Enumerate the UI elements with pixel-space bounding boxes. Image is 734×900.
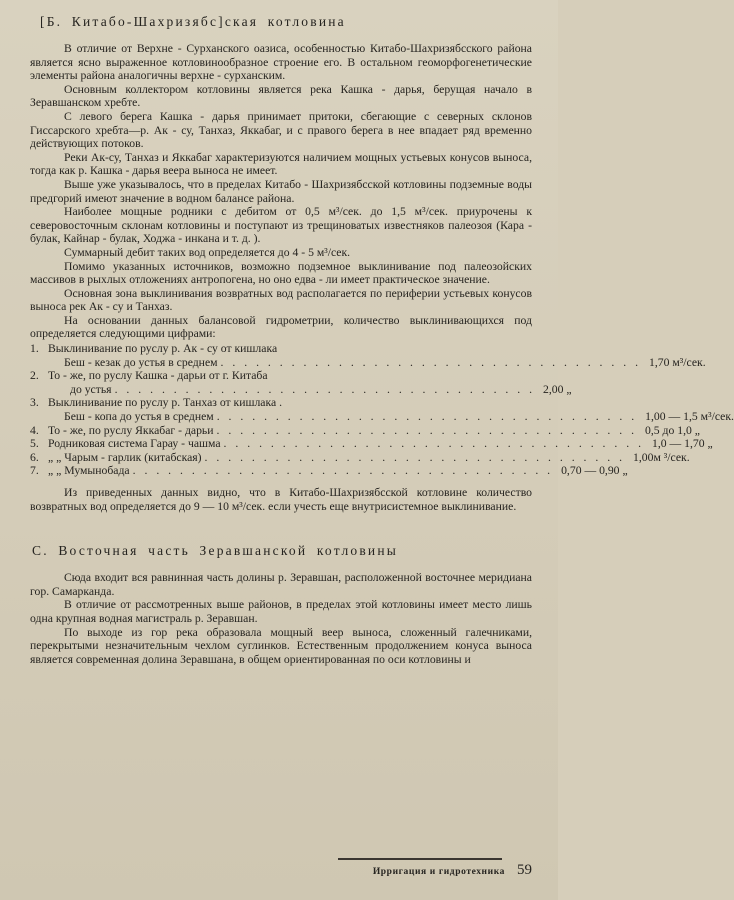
row-text: Беш - кезак до устья в среднем — [64, 355, 218, 369]
footer-rule — [338, 858, 502, 860]
dot-leader: . . . . . . . . . . . . . . . . . . . . . . . . . . . . . . . . . . . . — [220, 355, 641, 369]
row-value: 1,00м ³/сек. — [633, 450, 690, 464]
row-text: Выклинивание по руслу р. Танхаз от кишлака . — [48, 396, 283, 410]
discharge-row — [30, 450, 690, 465]
row-number: 7. — [30, 464, 39, 478]
row-value: 2,00 „ — [543, 382, 572, 396]
discharge-row — [30, 369, 532, 383]
paragraph: На основании данных балансовой гидрометрии, количество выклинивающихся под определяется следующими цифрами: — [30, 313, 532, 341]
paragraph: Основным коллектором котловины является река Кашка - дарья, берущая начало в Зеравшанском хребте. — [30, 82, 532, 110]
paragraph: Помимо указанных источников, возможно подземное выклинивание под палеозойских массивов в рыхлых отложениях антропогена, но оно едва - ли имеет практическое значение. — [30, 259, 532, 287]
row-number — [30, 383, 70, 397]
row-number — [30, 410, 64, 424]
dot-leader: . . . . . . . . . . . . . . . . . . . . . . . . . . . . . . . . . . . . — [216, 423, 637, 437]
discharge-row — [30, 464, 628, 478]
discharge-list — [30, 342, 734, 478]
dot-leader: . . . . . . . . . . . . . . . . . . . . . . . . . . . . . . . . . . . . — [216, 410, 638, 424]
row-number: 3. — [30, 396, 39, 410]
dot-leader: . . . . . . . . . . . . . . . . . . . . . . . . . . . . . . . . . . . . — [204, 450, 625, 464]
page-footer — [338, 862, 532, 879]
row-value: 1,70 м³/сек. — [648, 355, 706, 369]
paragraph: В отличие от рассмотренных выше районов, в пределах этой котловины имеет место лишь одна крупная водная магистраль р. Зеравшан. — [30, 598, 532, 625]
row-value: 1,0 — 1,70 „ — [652, 437, 713, 451]
paragraph: Наиболее мощные родники с дебитом от 0,5 м³/сек. до 1,5 м³/сек. приурочены к северовосточным склонам котловины и поступают из трещиноватых известняков палеозоя (Кара - булак, Кайнар - булак, Ходжа - инкана и т. д. ). — [30, 205, 532, 246]
discharge-row — [30, 382, 572, 397]
paragraph: Сюда входит вся равнинная часть долины р. Зеравшан, расположенной восточнее меридиана гор. Самарканда. — [30, 571, 532, 598]
section-heading-b: [Б. Китабо-Шахризябс]ская котловина — [40, 14, 346, 29]
row-number: 2. — [30, 369, 39, 383]
paragraph: Основная зона выклинивания возвратных вод располагается по периферии устьевых конусов выноса рек Ак - су и Танхаз. — [30, 286, 532, 314]
discharge-row — [30, 437, 713, 451]
dot-leader: . . . . . . . . . . . . . . . . . . . . . . . . . . . . . . . . . . . . — [132, 464, 554, 478]
row-number: 1. — [30, 342, 39, 356]
page-number: 59 — [517, 862, 532, 878]
row-text: Беш - копа до устья в среднем — [64, 410, 214, 424]
discharge-row — [30, 423, 700, 438]
row-text: Выклинивание по руслу р. Ак - су от кишлака — [48, 342, 278, 356]
paragraph: Суммарный дебит таких вод определяется до 4 - 5 м³/сек. — [64, 245, 351, 259]
row-text: То - же, по руслу Яккабаг - дарьи — [48, 423, 214, 437]
row-value: 0,5 до 1,0 „ — [644, 423, 700, 437]
row-number: 4. — [30, 423, 39, 437]
row-number: 6. — [30, 450, 39, 464]
conclusion-paragraph: Из приведенных данных видно, что в Китабо-Шахризябсской котловине количество возвратных вод определяется до 9 — 10 м³/сек. если учесть еще внутрисистемное выклинивание. — [30, 486, 532, 513]
row-value: 1,00 — 1,5 м³/сек. — [645, 410, 734, 424]
discharge-row — [30, 342, 532, 356]
row-number — [30, 356, 64, 370]
paragraph: С левого берега Кашка - дарья принимает притоки, сбегающие с северных склонов Гиссарского хребта—р. Ак - су, Танхаз, Яккабаг, и с правого берега в нее впадает ряд временно действующих потоков. — [30, 109, 532, 151]
row-text: Родниковая система Гарау - чашма — [48, 437, 221, 451]
discharge-row — [30, 410, 734, 424]
section-c-body — [30, 571, 532, 666]
discharge-row — [30, 396, 532, 410]
paragraph: В отличие от Верхне - Сурханского оазиса, особенностью Китабо-Шахризябсского района является ясно выраженное котловинообразное строение его. В остальном геоморфогенетические элементы района аналогичны верхне - сурханским. — [30, 42, 532, 83]
row-text: „ „ Чарым - гарлик (китабская) — [48, 450, 202, 464]
footer-series-title: Ирригация и гидротехника — [372, 867, 505, 877]
row-value: 0,70 — 0,90 „ — [561, 464, 628, 478]
row-text: до устья — [70, 382, 112, 396]
section-heading-c: С. Восточная часть Зеравшанской котловины — [32, 543, 399, 559]
discharge-row — [30, 355, 706, 370]
paragraph: Реки Ак-су, Танхаз и Яккабаг характеризуются наличием мощных устьевых конусов выноса, тогда как р. Кашка - дарья веера выноса не имеет. — [30, 150, 532, 178]
dot-leader: . . . . . . . . . . . . . . . . . . . . . . . . . . . . . . . . . . . . — [223, 437, 644, 451]
paragraph: Выше уже указывалось, что в пределах Китабо - Шахризябсской котловины подземные воды предгорий имеют значение в водном балансе района. — [30, 177, 532, 205]
row-text: „ „ Мумынобада — [48, 464, 130, 478]
dot-leader: . . . . . . . . . . . . . . . . . . . . . . . . . . . . . . . . . . . . — [114, 382, 536, 396]
section-b-body — [30, 42, 532, 341]
row-text: То - же, по руслу Кашка - дарьи от г. Китаба — [48, 369, 268, 383]
row-number: 5. — [30, 437, 39, 451]
paragraph: По выходе из гор река образовала мощный веер выноса, сложенный галечниками, перекрытыми незначительным чехлом суглинков. Естественным продолжением конуса выноса является современная долина Зеравшана, в общем ориентированная по оси котловины и — [30, 625, 532, 666]
